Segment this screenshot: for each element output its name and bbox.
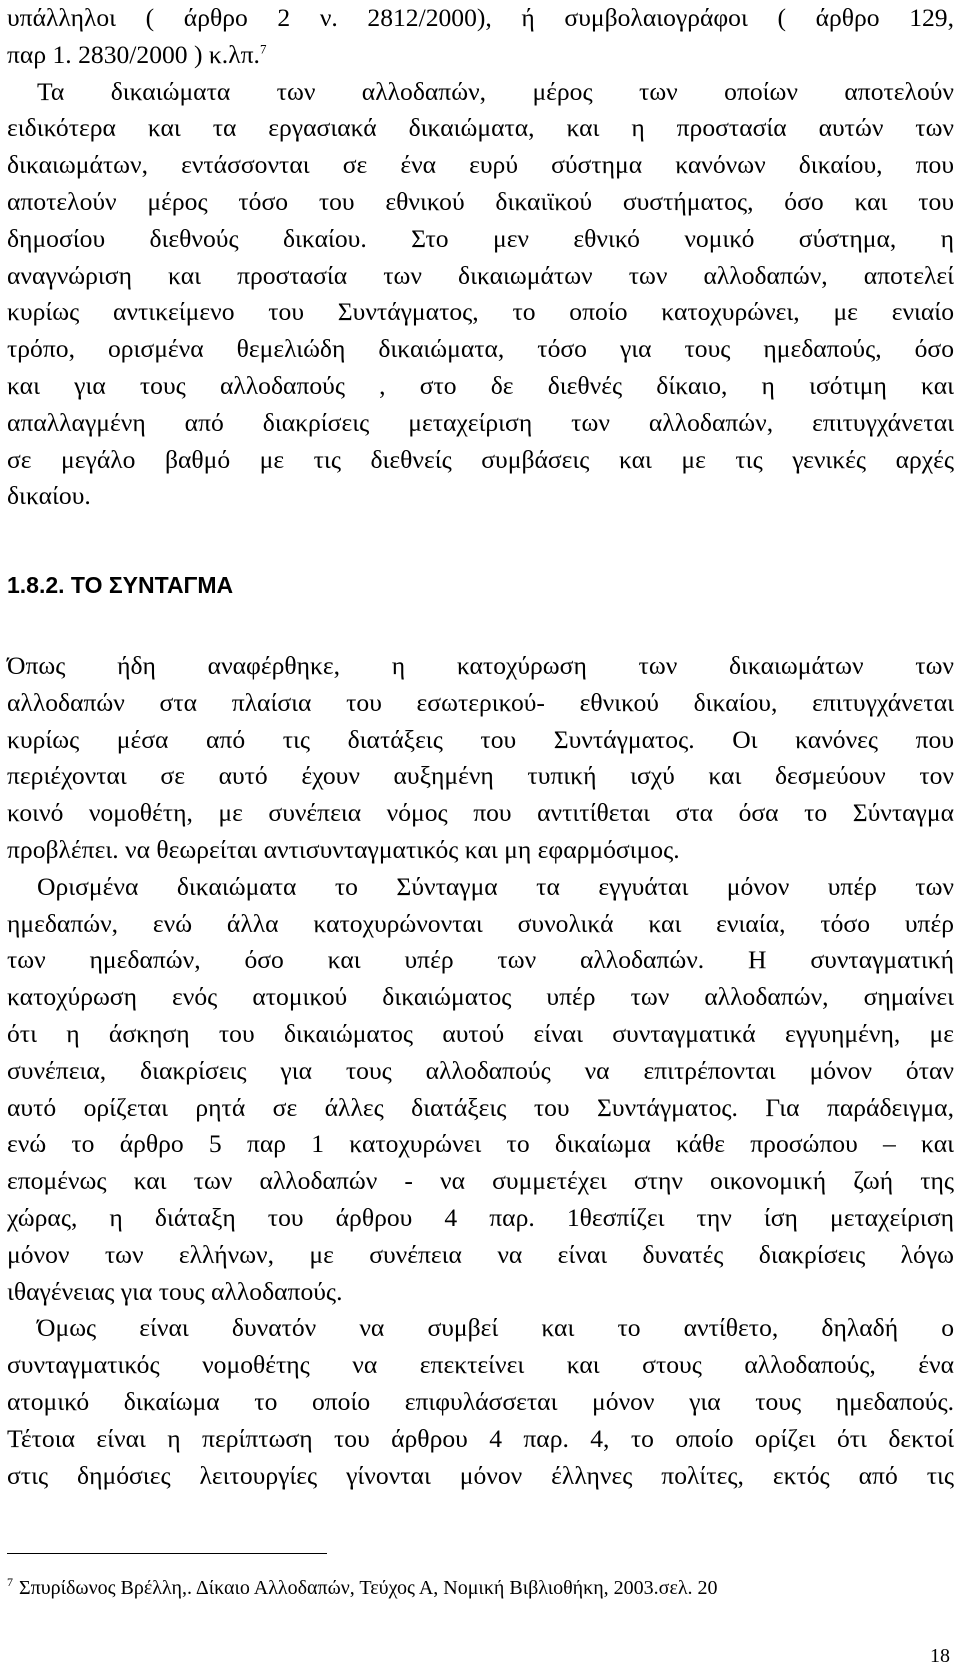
text-line-fragment: παρ 1. 2830/2000 ) κ.λπ.	[7, 39, 260, 69]
text-line: Τα δικαιώματα των αλλοδαπών, μέρος των οποίων αποτελούν	[37, 76, 954, 106]
text-line: Τέτοια είναι η περίπτωση του άρθρου 4 παρ. 4, το οποίο ορίζει ότι δεκτοί	[7, 1423, 954, 1453]
text-line: Όμως είναι δυνατόν να συμβεί και το αντίθετο, δηλαδή ο	[37, 1313, 954, 1343]
text-line: συνταγματικός νομοθέτης να επεκτείνει και στους αλλοδαπούς, ένα	[7, 1350, 954, 1380]
text-line: τρόπο, ορισμένα θεμελιώδη δικαιώματα, τόσο για τους ημεδαπούς, όσο	[7, 334, 954, 364]
text-line: των ημεδαπών, όσο και υπέρ των αλλοδαπών. Η συνταγματική	[7, 945, 954, 975]
text-line: επομένως και των αλλοδαπών - να συμμετέχει στην οικονομική ζωή της	[7, 1166, 954, 1196]
text-line: κατοχύρωση ενός ατομικού δικαιώματος υπέρ των αλλοδαπών, σημαίνει	[7, 982, 954, 1012]
text-line: περιέχονται σε αυτό έχουν αυξημένη τυπική ισχύ και δεσμεύουν τον	[7, 761, 954, 791]
text-line: κυρίως αντικείμενο του Συντάγματος, το οποίο κατοχυρώνει, με ενιαίο	[7, 297, 954, 327]
text-line: Όπως ήδη αναφέρθηκε, η κατοχύρωση των δικαιωμάτων των	[7, 651, 954, 680]
text-line: ιθαγένειας για τους αλλοδαπούς.	[7, 1276, 343, 1306]
paragraph-continuation	[7, 0, 954, 515]
text-line: συνέπεια, διακρίσεις για τους αλλοδαπούς να επιτρέπονται μόνον όταν	[7, 1055, 954, 1085]
footnote	[7, 1574, 718, 1602]
text-line: δημοσίου διεθνούς δικαίου. Στο μεν εθνικό νομικό σύστημα, η	[7, 223, 954, 253]
text-line: σε μεγάλο βαθμό με τις διεθνείς συμβάσεις και με τις γενικές αρχές	[7, 444, 954, 474]
text-line	[7, 37, 954, 74]
text-line: και για τους αλλοδαπούς , στο δε διεθνές δίκαιο, η ισότιμη και	[7, 370, 954, 400]
page-number: 18	[930, 1645, 950, 1667]
text-line: δικαιωμάτων, εντάσσονται σε ένα ευρύ σύστημα κανόνων δικαίου, που	[7, 150, 954, 180]
text-line: ενώ το άρθρο 5 παρ 1 κατοχυρώνει το δικαίωμα κάθε προσώπου – και	[7, 1129, 954, 1159]
section-heading: 1.8.2. ΤΟ ΣΥΝΤΑΓΜΑ	[7, 572, 234, 598]
text-line: ατομικό δικαίωμα το οποίο επιφυλάσσεται μόνον για τους ημεδαπούς.	[7, 1386, 954, 1416]
text-line: ειδικότερα και τα εργασιακά δικαιώματα, και η προστασία αυτών των	[7, 113, 954, 143]
footnote-separator	[7, 1553, 327, 1554]
text-line: απαλλαγμένη από διακρίσεις μεταχείριση των αλλοδαπών, επιτυγχάνεται	[7, 407, 954, 437]
text-line: Ορισμένα δικαιώματα το Σύνταγμα τα εγγυάται μόνον υπέρ των	[37, 871, 954, 901]
text-line: προβλέπει. να θεωρείται αντισυνταγματικός και μη εφαρμόσιμος.	[7, 834, 680, 864]
text-line: κυρίως μέσα από τις διατάξεις του Συντάγματος. Οι κανόνες που	[7, 724, 954, 754]
text-line: στις δημόσιες λειτουργίες γίνονται μόνον έλληνες πολίτες, εκτός από τις	[7, 1460, 954, 1490]
footnote-number: 7	[7, 1575, 13, 1590]
text-line: υπάλληλοι ( άρθρο 2 ν. 2812/2000), ή συμβολαιογράφοι ( άρθρο 129,	[7, 3, 954, 32]
footnote-text: Σπυρίδωνος Βρέλλη,. Δίκαιο Αλλοδαπών, Τεύχος Α, Νομική Βιβλιοθήκη, 2003.σελ. 20	[19, 1577, 718, 1599]
footnote-reference[interactable]: 7	[259, 41, 267, 57]
text-line: αλλοδαπών στα πλαίσια του εσωτερικού- εθνικού δικαίου, επιτυγχάνεται	[7, 687, 954, 717]
text-line: μόνον των ελλήνων, με συνέπεια να είναι δυνατές διακρίσεις λόγω	[7, 1239, 954, 1269]
text-line: δικαίου.	[7, 481, 91, 511]
section-body	[7, 648, 954, 1494]
text-line: χώρας, η διάταξη του άρθρου 4 παρ. 1θεσπίζει την ίση μεταχείριση	[7, 1202, 954, 1232]
text-line: αναγνώριση και προστασία των δικαιωμάτων των αλλοδαπών, αποτελεί	[7, 260, 954, 290]
text-line: ότι η άσκηση του δικαιώματος αυτού είναι συνταγματικά εγγυημένη, με	[7, 1018, 954, 1048]
text-line: αποτελούν μέρος τόσο του εθνικού δικαιϊκού συστήματος, όσο και του	[7, 186, 954, 216]
text-line: ημεδαπών, ενώ άλλα κατοχυρώνονται συνολικά και ενιαία, τόσο υπέρ	[7, 908, 954, 938]
text-line: κοινό νομοθέτη, με συνέπεια νόμος που αντιτίθεται στα όσα το Σύνταγμα	[7, 798, 954, 828]
text-line: αυτό ορίζεται ρητά σε άλλες διατάξεις του Συντάγματος. Για παράδειγμα,	[7, 1092, 954, 1122]
